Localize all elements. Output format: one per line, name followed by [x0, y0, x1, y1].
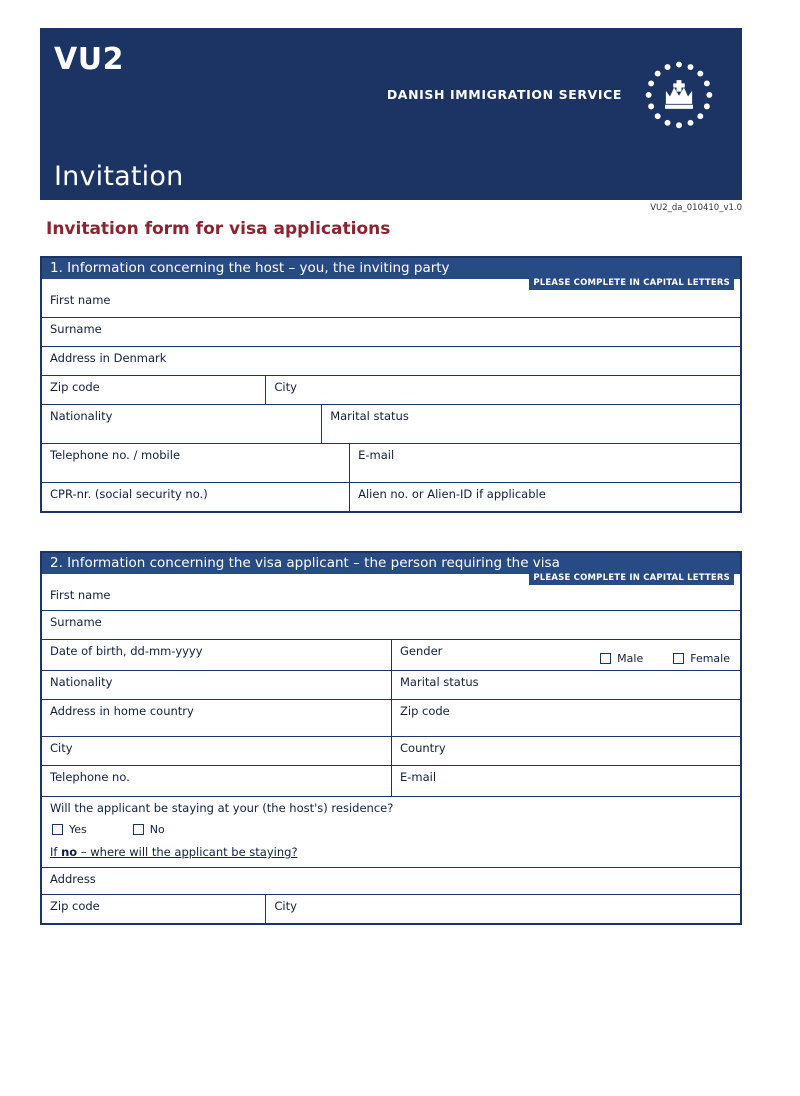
row-first-name	[42, 289, 740, 317]
checkbox-stay-no[interactable]	[133, 823, 165, 836]
label-first-name: First name	[50, 293, 111, 307]
field-address-home-country[interactable]	[42, 700, 391, 736]
row-stay-zip-city	[42, 894, 740, 923]
capital-letters-note-2: PLEASE COMPLETE IN CAPITAL LETTERS	[529, 572, 734, 585]
label-gender-male: Male	[617, 652, 644, 665]
row-applicant-surname	[42, 610, 740, 639]
field-applicant-telephone[interactable]	[42, 766, 391, 796]
row-nationality-marital	[42, 404, 740, 443]
field-zip-code[interactable]	[42, 376, 265, 404]
label-applicant-city: City	[50, 741, 73, 755]
field-marital-status[interactable]	[321, 405, 740, 443]
label-applicant-surname: Surname	[50, 615, 102, 629]
row-applicant-nationality-marital	[42, 670, 740, 699]
label-stay-zip-code: Zip code	[50, 899, 100, 913]
field-applicant-city[interactable]	[42, 737, 391, 765]
field-stay-address[interactable]	[42, 868, 740, 894]
field-stay-city[interactable]	[265, 895, 740, 923]
document-title: Invitation form for visa applications	[46, 219, 391, 239]
row-dob-gender	[42, 639, 740, 670]
label-email: E-mail	[358, 448, 395, 462]
field-address-denmark[interactable]	[42, 347, 740, 375]
row-applicant-telephone-email	[42, 765, 740, 796]
field-gender	[391, 640, 740, 670]
checkbox-box-icon[interactable]	[52, 824, 63, 835]
label-gender: Gender	[400, 644, 443, 658]
field-city[interactable]	[265, 376, 740, 404]
label-zip-code: Zip code	[50, 380, 100, 394]
label-address-denmark: Address in Denmark	[50, 351, 167, 365]
form-code: VU2	[54, 42, 124, 77]
field-applicant-country[interactable]	[391, 737, 740, 765]
label-stay-city: City	[274, 899, 297, 913]
row-applicant-city-country	[42, 736, 740, 765]
row-address-denmark	[42, 346, 740, 375]
stay-where-prefix: If	[50, 845, 62, 859]
label-surname: Surname	[50, 322, 102, 336]
field-alien-number[interactable]	[349, 483, 740, 511]
header-banner	[40, 28, 742, 200]
stay-where-suffix: – where will the applicant be staying?	[77, 845, 298, 859]
label-address-home-country: Address in home country	[50, 704, 194, 718]
row-applicant-first-name	[42, 584, 740, 610]
label-date-of-birth: Date of birth, dd-mm-yyyy	[50, 644, 203, 658]
checkbox-gender-female[interactable]	[673, 652, 730, 665]
crown-crest-icon	[638, 58, 720, 140]
label-stay-question: Will the applicant be staying at your (the host's) residence?	[50, 801, 394, 815]
field-stay-question	[42, 797, 740, 867]
section-1-header-wrap	[42, 258, 740, 288]
section-2-header-wrap	[42, 553, 740, 583]
field-email[interactable]	[349, 444, 740, 482]
label-stay-no: No	[149, 823, 165, 836]
field-first-name[interactable]	[42, 289, 740, 317]
label-stay-address: Address	[50, 872, 96, 886]
section-1-heading: 1. Information concerning the host – you, the inviting party	[42, 258, 740, 280]
label-telephone: Telephone no. / mobile	[50, 448, 181, 462]
stay-checkbox-group	[52, 823, 740, 836]
checkbox-gender-male[interactable]	[600, 652, 643, 665]
version-code: VU2_da_010410_v1.0	[650, 203, 742, 213]
label-nationality: Nationality	[50, 409, 113, 423]
row-zip-city	[42, 375, 740, 404]
label-marital-status: Marital status	[330, 409, 409, 423]
row-telephone-email	[42, 443, 740, 482]
label-applicant-first-name: First name	[50, 588, 111, 602]
label-alien-number: Alien no. or Alien-ID if applicable	[358, 487, 546, 501]
stay-where-bold: no	[61, 845, 78, 859]
label-stay-yes: Yes	[69, 823, 87, 836]
label-stay-where-question	[50, 845, 740, 859]
gender-checkbox-group	[600, 652, 730, 665]
label-applicant-country: Country	[400, 741, 446, 755]
row-cpr-alien	[42, 482, 740, 511]
label-cpr-number: CPR-nr. (social security no.)	[50, 487, 208, 501]
section-2-heading: 2. Information concerning the visa applicant – the person requiring the visa	[42, 553, 740, 575]
field-applicant-first-name[interactable]	[42, 584, 740, 610]
checkbox-box-icon[interactable]	[600, 653, 611, 664]
field-applicant-marital-status[interactable]	[391, 671, 740, 699]
field-surname[interactable]	[42, 318, 740, 346]
field-cpr-number[interactable]	[42, 483, 349, 511]
field-date-of-birth[interactable]	[42, 640, 391, 670]
field-stay-zip-code[interactable]	[42, 895, 265, 923]
organisation-name: DANISH IMMIGRATION SERVICE	[386, 87, 622, 102]
row-stay-question	[42, 796, 740, 867]
label-applicant-nationality: Nationality	[50, 675, 113, 689]
label-applicant-marital-status: Marital status	[400, 675, 479, 689]
label-applicant-zip-code: Zip code	[400, 704, 450, 718]
field-applicant-surname[interactable]	[42, 611, 740, 639]
label-gender-female: Female	[690, 652, 730, 665]
label-city: City	[274, 380, 297, 394]
page-title: Invitation	[54, 161, 184, 192]
row-surname	[42, 317, 740, 346]
field-applicant-email[interactable]	[391, 766, 740, 796]
field-nationality[interactable]	[42, 405, 321, 443]
section-host	[40, 256, 742, 513]
row-home-address-zip	[42, 699, 740, 736]
checkbox-stay-yes[interactable]	[52, 823, 87, 836]
checkbox-box-icon[interactable]	[133, 824, 144, 835]
label-applicant-email: E-mail	[400, 770, 437, 784]
label-applicant-telephone: Telephone no.	[50, 770, 130, 784]
row-stay-address	[42, 867, 740, 894]
field-applicant-zip-code[interactable]	[391, 700, 740, 736]
field-applicant-nationality[interactable]	[42, 671, 391, 699]
capital-letters-note-1: PLEASE COMPLETE IN CAPITAL LETTERS	[529, 277, 734, 290]
field-telephone[interactable]	[42, 444, 349, 482]
checkbox-box-icon[interactable]	[673, 653, 684, 664]
section-applicant	[40, 551, 742, 925]
